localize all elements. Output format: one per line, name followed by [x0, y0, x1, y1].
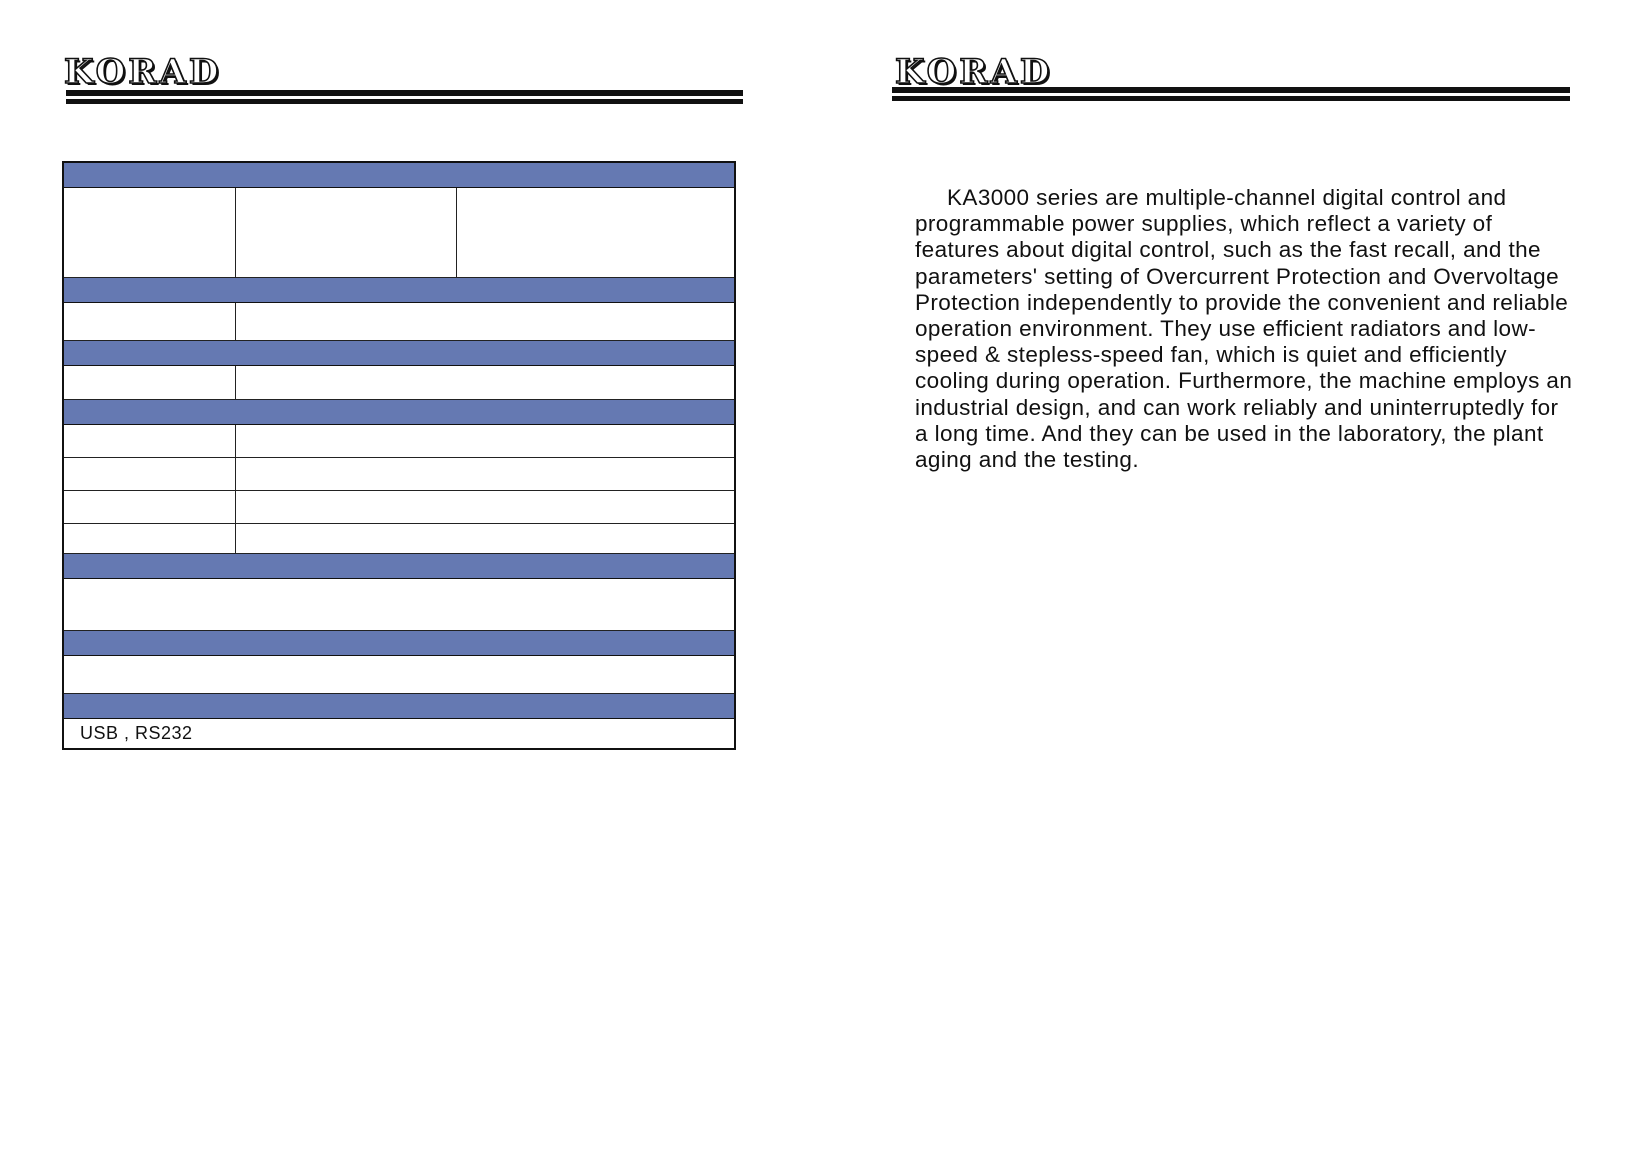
table-cell [63, 303, 235, 341]
table-cell [235, 188, 456, 278]
specification-table [62, 161, 736, 750]
table-row [63, 579, 735, 631]
table-section-header [63, 631, 735, 656]
table-row [63, 366, 735, 400]
korad-logo-left: KORAD [64, 52, 222, 92]
header-rule-left [66, 90, 743, 104]
table-cell [235, 458, 735, 491]
table-cell [63, 656, 735, 694]
table-cell [63, 425, 235, 458]
table-cell [235, 303, 735, 341]
table-cell [63, 188, 235, 278]
korad-logo-right: KORAD [895, 52, 1053, 92]
table-section-header [63, 162, 735, 188]
table-section-header [63, 694, 735, 719]
table-section-header [63, 278, 735, 303]
table-row [63, 491, 735, 524]
table-cell [63, 524, 235, 554]
table-cell [63, 458, 235, 491]
header-rule-right [892, 87, 1570, 101]
table-row [63, 303, 735, 341]
intro-paragraph: KA3000 series are multiple-channel digital control and programmable power supplies, which reflect a variety of features about digital control, such as the fast recall, and the parameters' setting of Overcurrent Protection and Overvoltage Protection independently to provide the convenient and reliable operation environment. They use efficient radiators and low-speed & stepless-speed fan, which is quiet and efficiently cooling during operation. Furthermore, the machine employs an industrial design, and can work reliably and uninterruptedly for a long time. And they can be used in the laboratory, the plant aging and the testing. [915, 185, 1573, 473]
table-row [63, 524, 735, 554]
table-section-header [63, 554, 735, 579]
table-cell [235, 366, 735, 400]
interface-value: USB , RS232 [63, 719, 735, 749]
table-row [63, 656, 735, 694]
table-cell [63, 366, 235, 400]
table-row-interface [63, 719, 735, 749]
table-row [63, 458, 735, 491]
table-row [63, 425, 735, 458]
table-cell [235, 425, 735, 458]
table-section-header [63, 341, 735, 366]
table-cell [235, 491, 735, 524]
table-row [63, 188, 735, 278]
table-section-header [63, 400, 735, 425]
table-cell [63, 491, 235, 524]
table-cell [456, 188, 735, 278]
table-cell [63, 579, 735, 631]
table-cell [235, 524, 735, 554]
